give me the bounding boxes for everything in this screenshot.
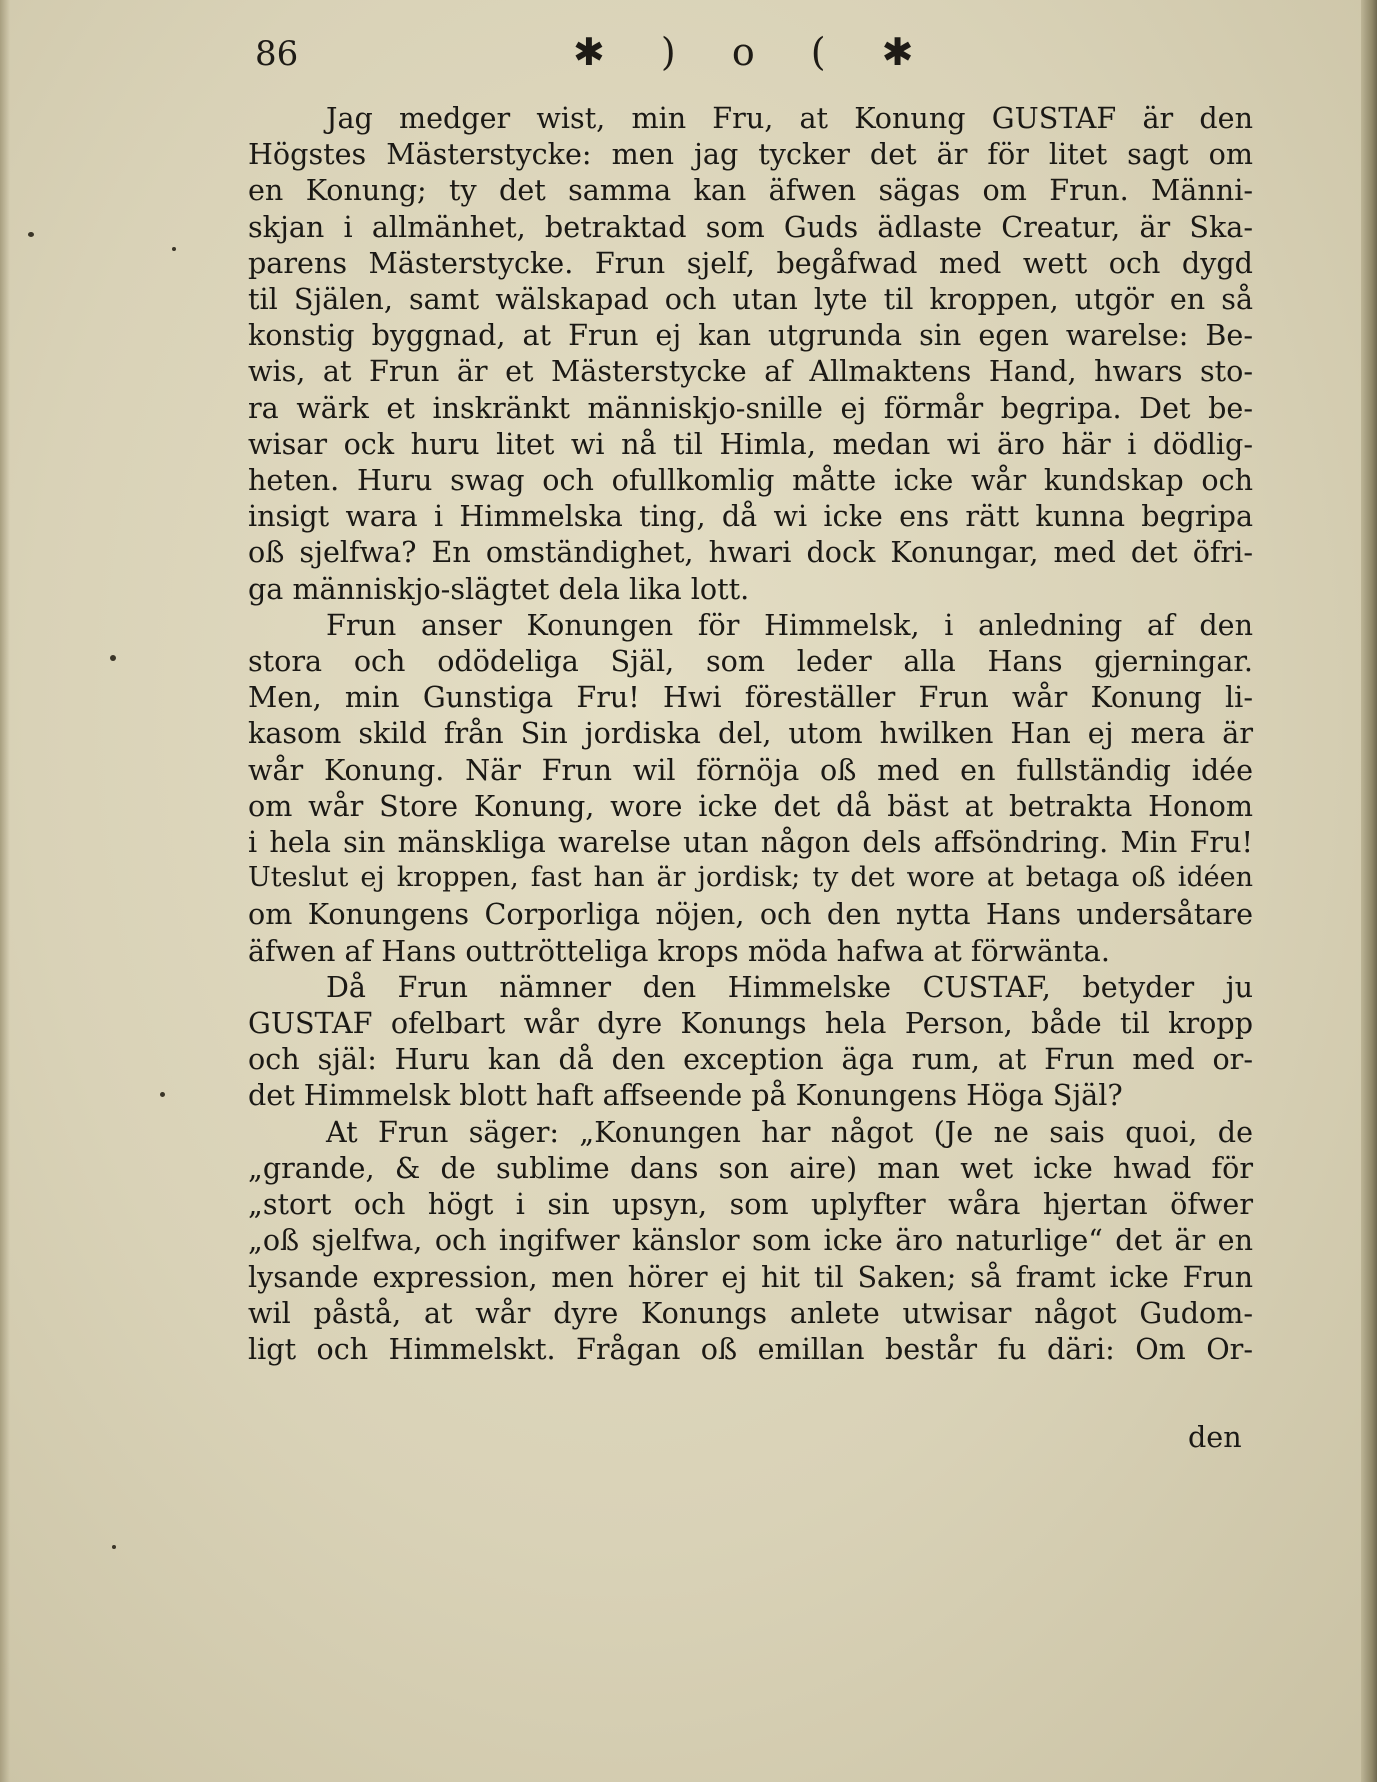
text-line: Frun anser Konungen för Himmelsk, i anledning af den [326,607,1253,642]
text-line: stora och odödeliga Själ, som leder alla Hans gjerningar. [248,644,1253,679]
text-line: Men, min Gunstiga Fru! Hwi föreställer Frun wår Konung li- [248,680,1253,715]
text-line: kasom skild från Sin jordiska del, utom hwilken Han ej mera är [248,716,1253,751]
text-line: wis, at Frun är et Mästerstycke af Allmaktens Hand, hwars sto- [248,354,1253,389]
text-line: Högstes Mästerstycke: men jag tycker det är för litet sagt om [248,137,1253,172]
text-line: heten. Huru swag och ofullkomlig måtte icke wår kundskap och [248,463,1253,498]
text-line: ra wärk et inskränkt människjo-snille ej förmår begripa. Det be- [248,390,1253,425]
text-line: GUSTAF ofelbart wår dyre Konungs hela Person, både til kropp [248,1006,1253,1041]
text-line: i hela sin mänskliga warelse utan någon dels affsöndring. Min Fru! [248,825,1253,860]
page-left-edge [0,0,10,1782]
paper-spot [110,655,116,661]
paper-spot [28,232,34,237]
text-line: Uteslut ej kroppen, fast han är jordisk; ty det wore at betaga oß idéen [248,862,1253,894]
page-header [255,30,955,80]
text-line: en Konung; ty det samma kan äfwen sägas om Frun. Männi- [248,173,1253,208]
text-line: ligt och Himmelskt. Frågan oß emillan består fu däri: Om Or- [248,1331,1253,1366]
paragraph-3 [248,969,1253,1114]
paper-spot [160,1092,165,1097]
page-number: 86 [255,34,299,74]
paragraph-1 [248,100,1253,607]
text-line: insigt wara i Himmelska ting, då wi icke ens rätt kunna begripa [248,499,1253,534]
text-line: lysande expression, men hörer ej hit til Saken; så framt icke Frun [248,1259,1253,1294]
paragraph-2 [248,607,1253,969]
text-line: ga människjo-slägtet dela lika lott. [248,571,750,606]
text-line: skjan i allmänhet, betraktad som Guds ädlaste Creatur, är Ska- [248,209,1253,244]
body-text [248,100,1253,1367]
header-ornament: ✱ ) o ( ✱ [573,30,936,74]
text-line: „stort och högt i sin upsyn, som uplyfter wåra hjertan öfwer [248,1187,1253,1222]
page-right-edge [1361,0,1377,1782]
text-line: äfwen af Hans outtröttеliga krops möda hafwa at förwänta. [248,933,1110,968]
catchword: den [1188,1420,1242,1454]
text-line: til Själen, samt wälskapad och utan lyte til kroppen, utgör en så [248,282,1253,317]
text-line: oß sjelfwa? En omständighet, hwari dock Konungar, med det öfri- [248,535,1253,570]
text-line: om Konungens Corporliga nöjen, och den nytta Hans undersåtare [248,897,1253,932]
text-line: „oß sjelfwa, och ingifwer känslor som icke äro naturlige“ det är en [248,1223,1253,1258]
text-line: wår Konung. När Frun wil förnöja oß med en fullständig idée [248,752,1253,787]
paragraph-4 [248,1114,1253,1367]
text-line: Jag medger wist, min Fru, at Konung GUSTAF är den [326,101,1253,135]
text-line: wisar ock huru litet wi nå til Himla, medan wi äro här i dödlig- [248,426,1253,461]
text-line: Då Frun nämner den Himmelske CUSTAF, betyder ju [326,969,1253,1004]
text-line: At Frun säger: „Konungen har något (Je ne sais quoi, de [326,1114,1253,1149]
text-line: wil påstå, at wår dyre Konungs anlete utwisar något Gudom- [248,1295,1253,1330]
text-line: om wår Store Konung, wore icke det då bäst at betrakta Honom [248,788,1253,823]
text-line: det Himmelsk blott haft affseende på Konungens Höga Själ? [248,1078,1123,1113]
text-line: „grande, & de sublime dans son aire) man wet icke hwad för [248,1150,1253,1185]
text-line: parens Mästerstycke. Frun sjelf, begåfwad med wett och dygd [248,245,1253,280]
paper-spot [112,1545,116,1549]
paper-spot [172,247,176,251]
text-line: konstig byggnad, at Frun ej kan utgrunda sin egen warelse: Be- [248,318,1253,353]
text-line: och själ: Huru kan då den exception äga rum, at Frun med or- [248,1042,1253,1077]
